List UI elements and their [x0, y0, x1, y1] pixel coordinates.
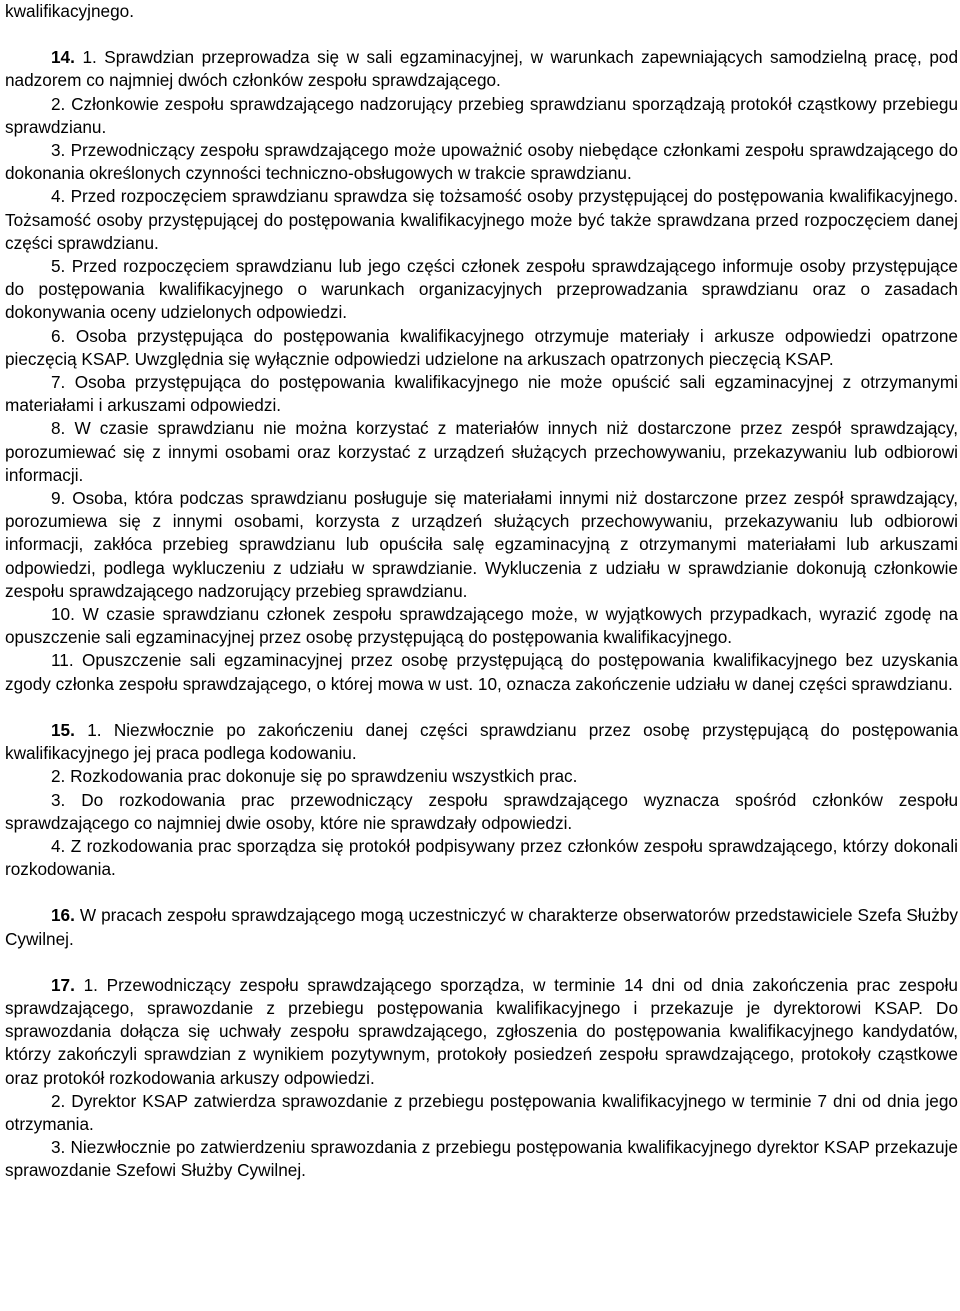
section-number: 17.: [51, 974, 75, 995]
paragraph-gap: [5, 696, 958, 719]
paragraph-text: 8. W czasie sprawdzianu nie można korzystać z materiałów innych niż dostarczone przez zespół sprawdzający, porozumiewać się z innymi osobami oraz korzystać z urządzeń służących przechowywaniu, przekazywaniu lub odbiorowi informacji.: [5, 418, 958, 485]
paragraph: [5, 371, 958, 417]
section-paragraph: [5, 904, 958, 950]
paragraph: [5, 765, 958, 788]
paragraph: [5, 603, 958, 649]
paragraph: [5, 487, 958, 603]
paragraph-text: 1. Sprawdzian przeprowadza się w sali egzaminacyjnej, w warunkach zapewniających samodzielną pracę, pod nadzorem co najmniej dwóch członków zespołu sprawdzającego.: [5, 47, 959, 91]
paragraph-text: 7. Osoba przystępująca do postępowania kwalifikacyjnego nie może opuścić sali egzaminacyjnej z otrzymanymi materiałami i arkuszami odpowiedzi.: [5, 372, 958, 416]
section-paragraph: [5, 46, 958, 92]
paragraph-text: 4. Z rozkodowania prac sporządza się protokół podpisywany przez członków zespołu sprawdzającego, którzy dokonali rozkodowania.: [5, 835, 958, 880]
paragraph: [5, 139, 958, 185]
paragraph-text: 1. Przewodniczący zespołu sprawdzającego sporządza, w terminie 14 dni od dnia zakończenia prac zespołu sprawdzającego, sprawozdanie z przebiegu postępowania kwalifikacyjnego i przekazuje je dyrektorowi KSAP. Do sprawozdania dołącza się uchwały zespołu sprawdzającego, zgłoszenia do postępowania kwalifikacyjnego kandydatów, którzy zakończyli sprawdzian z wynikiem pozytywnym, protokoły posiedzeń zespołu sprawdzającego, protokoły cząstkowe oraz protokół rozkodowania arkuszy odpowiedzi.: [5, 974, 958, 1088]
paragraph-text: 10. W czasie sprawdzianu członek zespołu sprawdzającego może, w wyjątkowych przypadkach, wyrazić zgodę na opuszczenie sali egzaminacyjnej przez osobę przystępującą do postępowania kwalifikacyjnego.: [5, 604, 958, 648]
paragraph-text: 4. Przed rozpoczęciem sprawdzianu sprawdza się tożsamość osoby przystępującej do postępowania kwalifikacyjnego. Tożsamość osoby przystępującej do postępowania kwalifikacyjnego może być także sprawdzana przed rozpoczęciem danej części sprawdzianu.: [5, 186, 958, 253]
section-number: 15.: [51, 719, 75, 740]
paragraph-text: kwalifikacyjnego.: [5, 1, 134, 21]
paragraph-gap: [5, 951, 958, 974]
paragraph-text: W pracach zespołu sprawdzającego mogą uczestniczyć w charakterze obserwatorów przedstawiciele Szefa Służby Cywilnej.: [5, 905, 958, 949]
paragraph-text: 2. Rozkodowania prac dokonuje się po sprawdzeniu wszystkich prac.: [51, 766, 578, 787]
paragraph: [5, 93, 958, 139]
paragraph: [5, 1136, 958, 1182]
paragraph-text: 6. Osoba przystępująca do postępowania kwalifikacyjnego otrzymuje materiały i arkusze odpowiedzi opatrzone pieczęcią KSAP. Uwzględnia się wyłącznie odpowiedzi udzielone na arkuszach opatrzonych pieczęcią KSAP.: [5, 325, 958, 369]
paragraph: [5, 185, 958, 255]
paragraph-text: 2. Dyrektor KSAP zatwierdza sprawozdanie z przebiegu postępowania kwalifikacyjnego w terminie 7 dni od dnia jego otrzymania.: [5, 1090, 958, 1134]
paragraph-text: 3. Przewodniczący zespołu sprawdzającego może upoważnić osoby niebędące członkami zespołu sprawdzającego do dokonania określonych czynności techniczno-obsługowych w trakcie sprawdzianu.: [5, 140, 958, 184]
paragraph-text: 1. Niezwłocznie po zakończeniu danej części sprawdzianu przez osobę przystępującą do postępowania kwalifikacyjnego jej praca podlega kodowaniu.: [5, 719, 959, 764]
paragraph: [5, 835, 958, 881]
paragraph-text: 2. Członkowie zespołu sprawdzającego nadzorujący przebieg sprawdzianu sporządzają protokół cząstkowy przebiegu sprawdzianu.: [5, 93, 958, 137]
paragraph-gap: [5, 881, 958, 904]
paragraph: [5, 0, 958, 23]
paragraph-text: 9. Osoba, która podczas sprawdzianu posługuje się materiałami innymi niż dostarczone przez zespół sprawdzający, porozumiewa się z innymi osobami, korzysta z urządzeń służących przechowywaniu, przekazywaniu lub odbiorowi informacji, zakłóca przebieg sprawdzianu lub opuściła salę egzaminacyjną z otrzymanymi materiałami lub arkuszami odpowiedzi, podlega wykluczeniu z udziału w sprawdzianie. Wykluczenia z udziału w sprawdzianie dokonują członkowie zespołu sprawdzającego nadzorujący przebieg sprawdzianu.: [5, 488, 958, 601]
paragraph: [5, 325, 958, 371]
section-paragraph: [5, 719, 958, 765]
paragraph-text: 3. Niezwłocznie po zatwierdzeniu sprawozdania z przebiegu postępowania kwalifikacyjnego dyrektor KSAP przekazuje sprawozdanie Szefowi Służby Cywilnej.: [5, 1137, 958, 1181]
paragraph-text: 11. Opuszczenie sali egzaminacyjnej przez osobę przystępującą do postępowania kwalifikacyjnego bez uzyskania zgody członka zespołu sprawdzającego, o której mowa w ust. 10, oznacza zakończenie udziału w danej części sprawdzianu.: [5, 650, 958, 694]
paragraph: [5, 255, 958, 325]
paragraph: [5, 417, 958, 487]
paragraph-gap: [5, 23, 958, 46]
paragraph-text: 3. Do rozkodowania prac przewodniczący zespołu sprawdzającego wyznacza spośród członków zespołu sprawdzającego co najmniej dwie osoby, które nie sprawdzały odpowiedzi.: [5, 789, 958, 833]
paragraph: [5, 1090, 958, 1136]
section-number: 14.: [51, 47, 75, 68]
paragraph: [5, 789, 958, 835]
paragraph: [5, 649, 958, 695]
paragraph-text: 5. Przed rozpoczęciem sprawdzianu lub jego części członek zespołu sprawdzającego informuje osoby przystępujące do postępowania kwalifikacyjnego o warunkach organizacyjnych przeprowadzania sprawdzianu oraz o zasadach dokonywania oceny udzielonych odpowiedzi.: [5, 256, 958, 323]
section-paragraph: [5, 974, 958, 1090]
section-number: 16.: [51, 905, 75, 926]
